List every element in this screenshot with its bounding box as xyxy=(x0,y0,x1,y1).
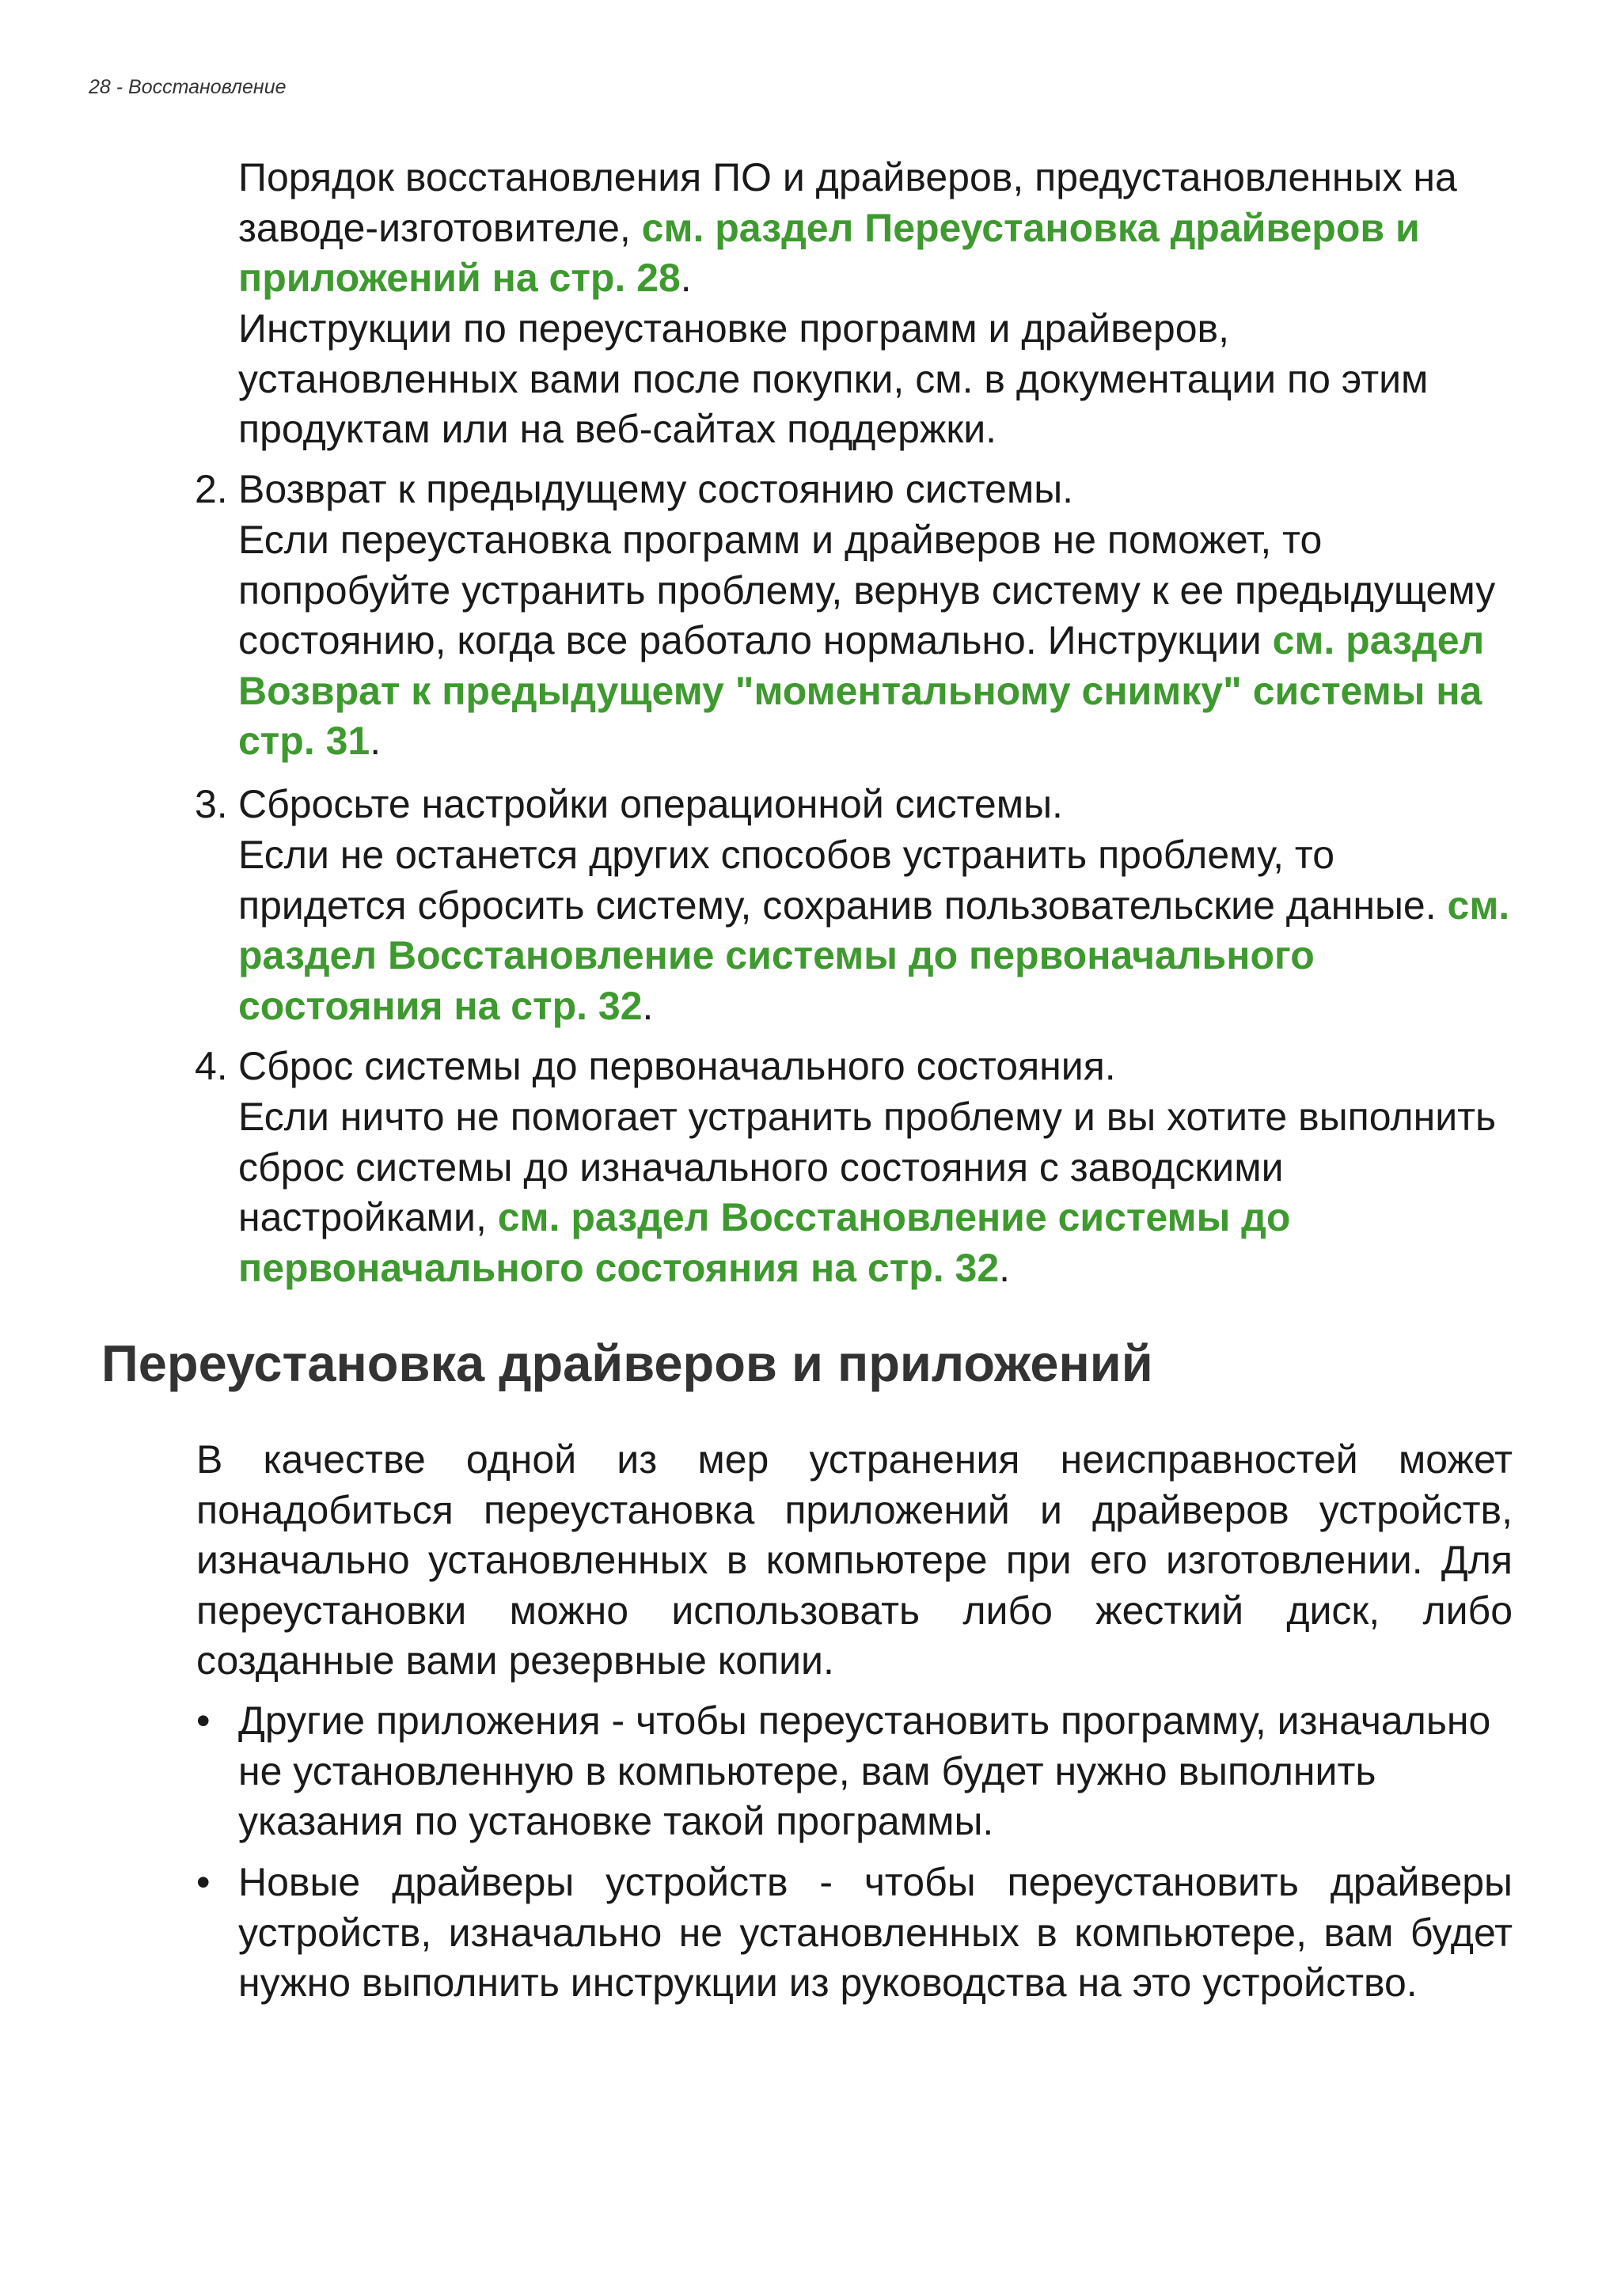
bullet-item: Другие приложения - чтобы переустановить программу, изначально не установленную в компьютере, вам будет нужно выполнить указания по установке такой программы. xyxy=(238,1698,1491,1843)
section-heading: Переустановка драйверов и приложений xyxy=(101,1334,1153,1392)
list-number: 2. xyxy=(195,467,228,511)
list-number: 3. xyxy=(195,782,228,826)
list-item-text: Если ничто не помогает устранить проблему и вы хотите выполнить сброс системы до изначального состояния с заводскими настройками, xyxy=(238,1095,1497,1239)
section-paragraph: В качестве одной из мер устранения неисправностей может понадобиться переустановка приложений и драйверов устройств, изначально установленных в компьютере при его изготовлении. Для переустановки можно использовать либо жесткий диск, либо созданные вами резервные копии. xyxy=(196,1437,1513,1683)
list-item-title: Сброс системы до первоначального состояния. xyxy=(238,1044,1116,1088)
intro-paragraph-2: Инструкции по переустановке программ и драйверов, установленных вами после покупки, см. в документации по этим продуктам или на веб-сайтах поддержки. xyxy=(238,306,1429,451)
list-item-text: Если не останется других способов устранить проблему, то придется сбросить систему, сохранив пользовательские данные. xyxy=(238,833,1448,928)
link-system-reset-keep[interactable]: см. раздел Восстановление системы до первоначального состояния на стр. 32 xyxy=(238,882,1510,1028)
list-item-body xyxy=(238,1092,1513,1293)
link-system-reset-factory[interactable]: см. раздел Восстановление системы до первоначального состояния на стр. 32 xyxy=(238,1195,1291,1290)
running-head: 28 - Восстановление xyxy=(89,76,287,98)
list-item-title: Сбросьте настройки операционной системы. xyxy=(238,782,1063,826)
list-item-body xyxy=(238,830,1513,1031)
list-item-period: . xyxy=(642,983,654,1028)
link-reinstall-drivers[interactable]: см. раздел Переустановка драйверов и приложений на стр. 28 xyxy=(238,205,1420,300)
list-item-body xyxy=(238,515,1513,767)
list-item-period: . xyxy=(370,719,382,763)
intro-text: Порядок восстановления ПО и драйверов, предустановленных на заводе-изготовителе, xyxy=(238,155,1457,250)
link-restore-snapshot[interactable]: см. раздел Возврат к предыдущему "моментальному снимку" системы на стр. 31 xyxy=(238,618,1485,763)
intro-period: . xyxy=(680,256,692,300)
list-number: 4. xyxy=(195,1044,228,1088)
list-item-title: Возврат к предыдущему состоянию системы. xyxy=(238,467,1074,511)
bullet-item: Новые драйверы устройств - чтобы переустановить драйверы устройств, изначально не установленных в компьютере, вам будет нужно выполнить инструкции из руководства на это устройство. xyxy=(238,1860,1513,2005)
bullet-marker: • xyxy=(196,1698,211,1743)
list-item-text: Если переустановка программ и драйверов не поможет, то попробуйте устранить проблему, вернув систему к ее предыдущему состоянию, когда все работало нормально. Инструкции xyxy=(238,518,1496,662)
bullet-marker: • xyxy=(196,1860,211,1904)
intro-paragraph xyxy=(238,153,1513,304)
list-item-period: . xyxy=(999,1245,1011,1290)
